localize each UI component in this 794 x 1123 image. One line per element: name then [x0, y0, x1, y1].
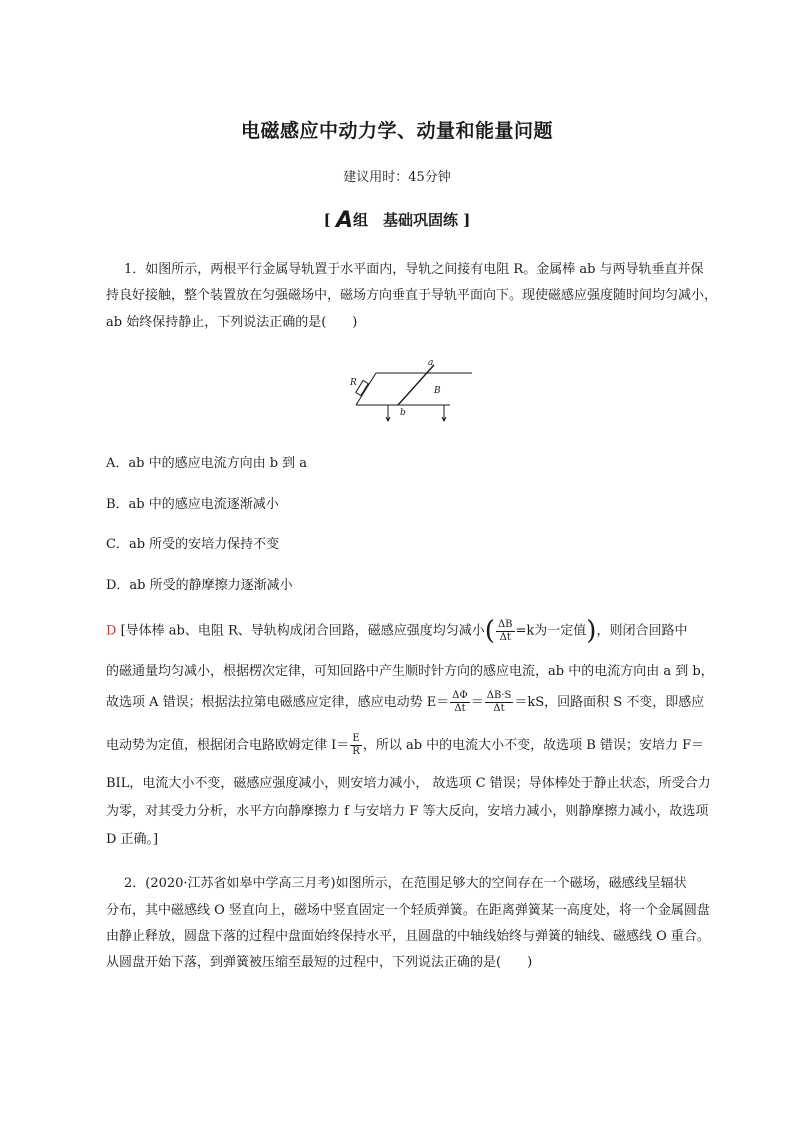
q1-line-3: ab 始终保持静止，下列说法正确的是( ) — [106, 315, 358, 330]
section-letter: A — [335, 208, 353, 233]
q1-line-2: 持良好接触，整个装置放在匀强磁场中，磁场方向垂直于导轨平面向下。现使磁感应强度随时间均匀减小， — [106, 288, 718, 303]
section-group: 组 基础巩固练 — [353, 211, 459, 229]
q2-line-1: 2．(2020·江苏省如皋中学高三月考)如图所示，在范围足够大的空间存在一个磁场，磁感线呈辐状 — [124, 876, 687, 891]
label-b: b — [400, 408, 406, 418]
solution-line-2: 的磁通量均匀减小，根据楞次定律，可知回路中产生顺时针方向的感应电流，ab 中的电流方向由 a 到 b， — [106, 664, 714, 679]
q2-line-4: 从圆盘开始下落，到弹簧被压缩至最短的过程中，下列说法正确的是( ) — [106, 955, 533, 970]
solution-line-4: 电动势为定值，根据闭合电路欧姆定律 I＝ $\frac{E}{R}$ ，所以 ab 中的电流大小不变，故选项 B 错误；安培力 F＝ — [106, 733, 705, 757]
solution-line-3: 故选项 A 错误；根据法拉第电磁感应定律，感应电动势 E＝ $\frac{\Delta\Phi}{\Delta t}$ ＝ $\frac{\Delta B\cdot S}{\Delta t}$ ＝kS，回路面积 S 不变，即感应 — [106, 690, 705, 714]
page-title: 电磁感应中动力学、动量和能量问题 — [240, 120, 553, 142]
q1-line-1: 1．如图所示，两根平行金属导轨置于水平面内，导轨之间接有电阻 R。金属棒 ab 与两导轨垂直并保 — [124, 262, 704, 277]
q2-line-2: 分布，其中磁感线 O 竖直向上，磁场中竖直固定一个轻质弹簧。在距离弹簧某一高度处，将一个金属圆盘 — [106, 903, 710, 918]
section-bracket-close: ] — [463, 211, 471, 229]
time-hint: 建议用时：45分钟 — [343, 170, 451, 185]
answer-letter: D — [106, 623, 117, 639]
rod-ab — [398, 365, 434, 405]
section-bracket-open: [ — [323, 211, 331, 229]
q1-option-d: D．ab 所受的静摩擦力逐渐减小 — [106, 578, 293, 593]
label-a: a — [428, 358, 434, 368]
q2-line-3: 由静止释放，圆盘下落的过程中盘面始终保持水平，且圆盘的中轴线始终与弹簧的轴线、磁感线 O 重合。 — [106, 929, 710, 944]
q1-option-b: B．ab 中的感应电流逐渐减小 — [106, 497, 279, 512]
solution-line-7: D 正确。] — [106, 832, 159, 847]
label-R: R — [350, 378, 357, 388]
q1-figure — [350, 355, 475, 425]
solution-line-1: D [导体棒 ab、电阻 R、导轨构成闭合回路，磁感应强度均匀减小( $\frac{\Delta B}{\Delta t}$ =k为一定值)，则闭合回路中 — [106, 616, 688, 646]
label-B: B — [434, 386, 441, 396]
q1-option-c: C．ab 所受的安培力保持不变 — [106, 537, 280, 552]
solution-line-6: 为零，对其受力分析，水平方向静摩擦力 f 与安培力 F 等大反向，安培力减小，则静摩擦力减小，故选项 — [106, 804, 709, 819]
section-header — [0, 208, 794, 233]
q1-option-a: A．ab 中的感应电流方向由 b 到 a — [106, 456, 308, 471]
solution-line-5: BIL，电流大小不变，磁感应强度减小，则安培力减小， 故选项 C 错误；导体棒处于静止状态，所受合力 — [106, 776, 711, 791]
